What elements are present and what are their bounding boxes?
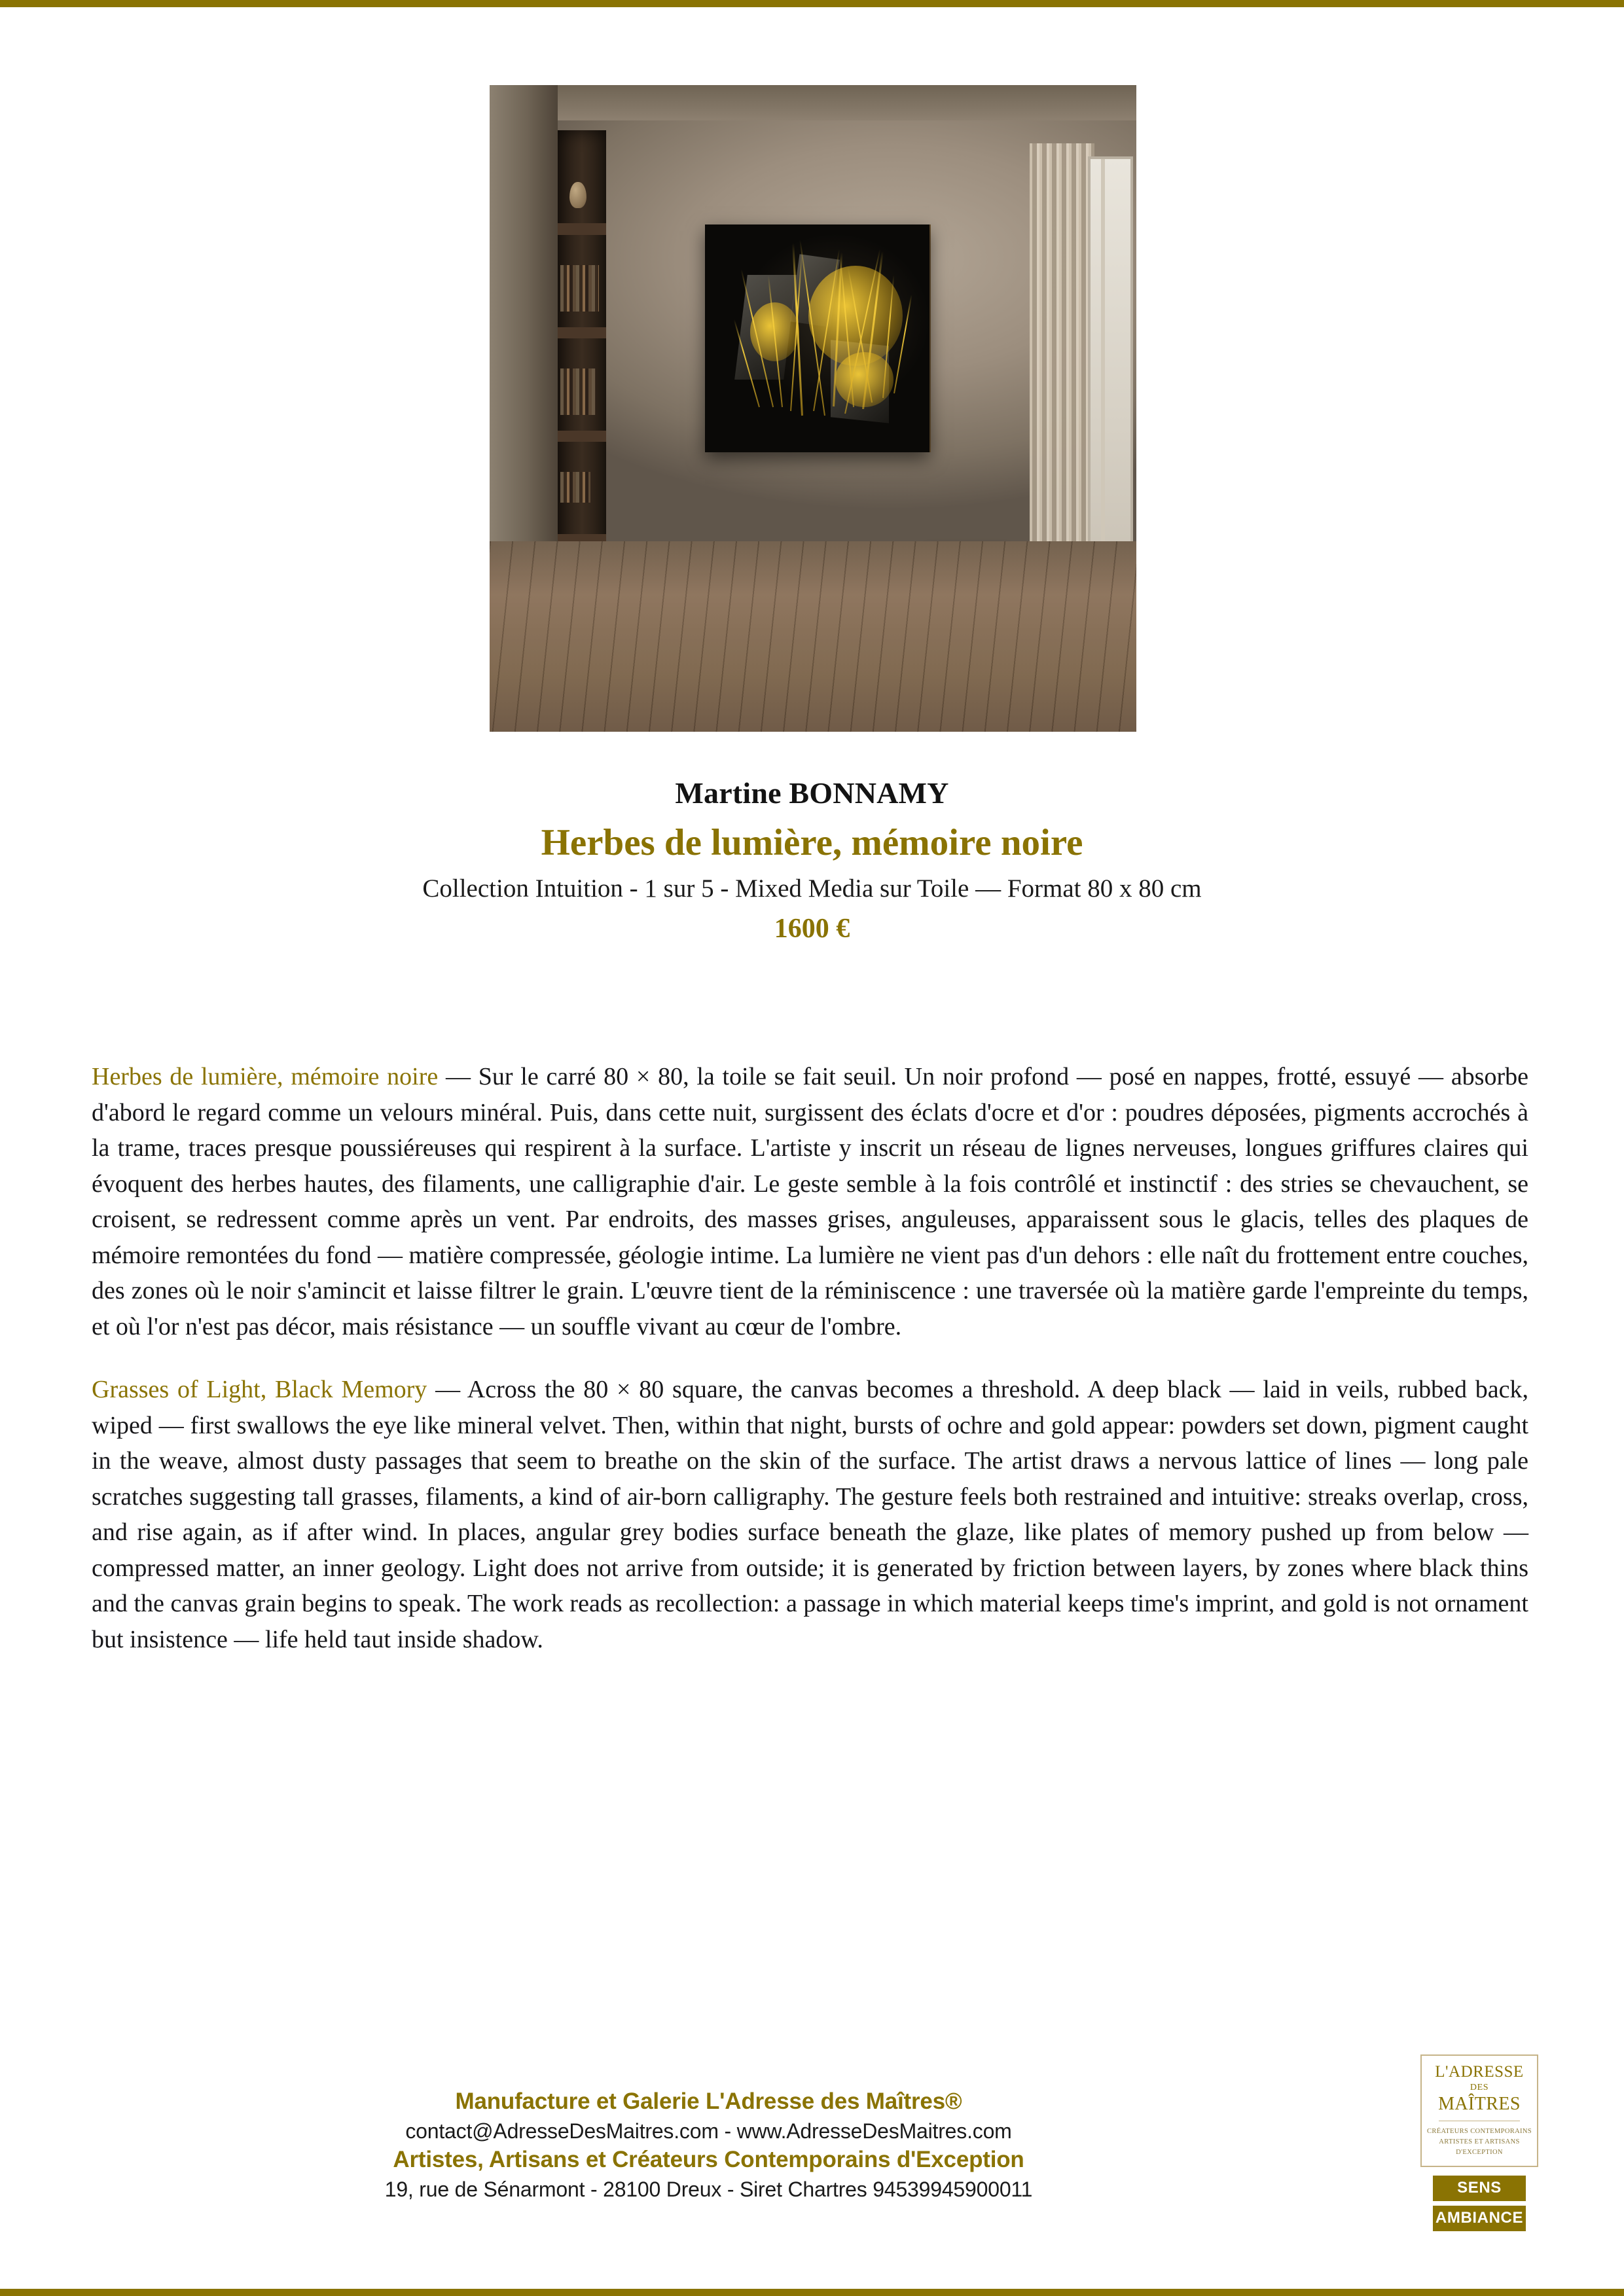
description-paragraph-en	[92, 1372, 1528, 1657]
brand-logo-card	[1420, 2054, 1538, 2167]
brand-logo-block	[1420, 2054, 1538, 2231]
logo-line-adresse: L'ADRESSE	[1435, 2063, 1524, 2081]
logo-sub-createurs: CRÉATEURS CONTEMPORAINS	[1426, 2127, 1532, 2135]
artwork-title-block	[0, 776, 1624, 947]
artist-name: Martine BONNAMY	[675, 776, 949, 810]
page-title: Herbes de lumière, mémoire noire	[541, 822, 1083, 864]
footer	[0, 2087, 1417, 2203]
logo-sub-exception: D'EXCEPTION	[1456, 2148, 1503, 2156]
page-bottom-rule	[0, 2289, 1624, 2296]
artwork-price: 1600 €	[774, 914, 850, 944]
description-paragraph-fr	[92, 1059, 1528, 1344]
logo-line-des: DES	[1470, 2083, 1489, 2092]
description-body-fr: — Sur le carré 80 × 80, la toile se fait seuil. Un noir profond — posé en nappes, frotté, essuyé — absorbe d'abord le regard comme un velours minéral. Puis, dans cette nuit, surgissent des éclats d'ocre et d'or : poudres déposées, pigments accrochés à la trame, traces presque poussiéreuses qui respirent à la surface. L'artiste y inscrit un réseau de lignes nerveuses, longues griffures claires qui évoquent des herbes hautes, des filaments, une calligraphie d'air. Le geste semble à la fois contrôlé et instinctif : des stries se chevauchent, se croisent, se redressent comme après un vent. Par endroits, des masses grises, anguleuses, apparaissent sous le glacis, telles des plaques de mémoire remontées du fond — matière compressée, géologie intime. La lumière ne vient pas d'un dehors : elle naît du frottement entre couches, des zones où le noir s'amincit et laisse filtrer le grain. L'œuvre tient de la réminiscence : une traversée où la matière garde l'empreinte du temps, et où l'or n'est pas décor, mais résistance — un souffle vivant au cœur de l'ombre.	[92, 1063, 1528, 1340]
footer-address: 19, rue de Sénarmont - 28100 Dreux - Siret Chartres 94539945900011	[384, 2177, 1033, 2201]
page-top-rule	[0, 0, 1624, 7]
footer-contact[interactable]: contact@AdresseDesMaitres.com - www.AdresseDesMaitres.com	[405, 2119, 1012, 2143]
artwork-meta: Collection Intuition - 1 sur 5 - Mixed Media sur Toile — Format 80 x 80 cm	[422, 874, 1202, 903]
logo-sub-artistes: ARTISTES ET ARTISANS	[1439, 2138, 1520, 2145]
description-lead-en: Grasses of Light, Black Memory	[92, 1376, 427, 1403]
footer-tagline: Artistes, Artisans et Créateurs Contemporains d'Exception	[393, 2147, 1024, 2173]
description-body-en: — Across the 80 × 80 square, the canvas becomes a threshold. A deep black — laid in veils, rubbed back, wiped — first swallows the eye like mineral velvet. Then, within that night, bursts of ochre and gold appear: powders set down, pigment caught in the weave, almost dusty passages that seem to breathe on the skin of the surface. The artist draws a nervous lattice of lines — long pale scratches suggesting tall grasses, filaments, a kind of air-born calligraphy. The gesture feels both restrained and intuitive: streaks overlap, cross, and rise again, as if after wind. In places, angular grey bodies surface beneath the glaze, like plates of memory pushed up from below — compressed matter, an inner geology. Light does not arrive from outside; it is generated by friction between layers, by zones where black thins and the canvas grain begins to speak. The work reads as recollection: a passage in which material keeps time's imprint, and gold is not ornament but insistence — life held taut inside shadow.	[92, 1376, 1528, 1653]
brand-tag-ambiance: AMBIANCE	[1433, 2206, 1526, 2231]
artwork-room-photo	[490, 85, 1136, 732]
photo-floor	[490, 541, 1136, 732]
footer-company: Manufacture et Galerie L'Adresse des Maîtres®	[455, 2089, 962, 2114]
logo-line-maitres: MAÎTRES	[1438, 2094, 1521, 2114]
photo-painting-canvas	[705, 224, 929, 452]
description-section	[92, 1059, 1528, 1657]
brand-tag-sens: SENS	[1433, 2176, 1526, 2201]
photo-ceiling	[554, 85, 1136, 120]
description-lead-fr: Herbes de lumière, mémoire noire	[92, 1063, 439, 1090]
artwork-photo-frame	[490, 85, 1136, 732]
